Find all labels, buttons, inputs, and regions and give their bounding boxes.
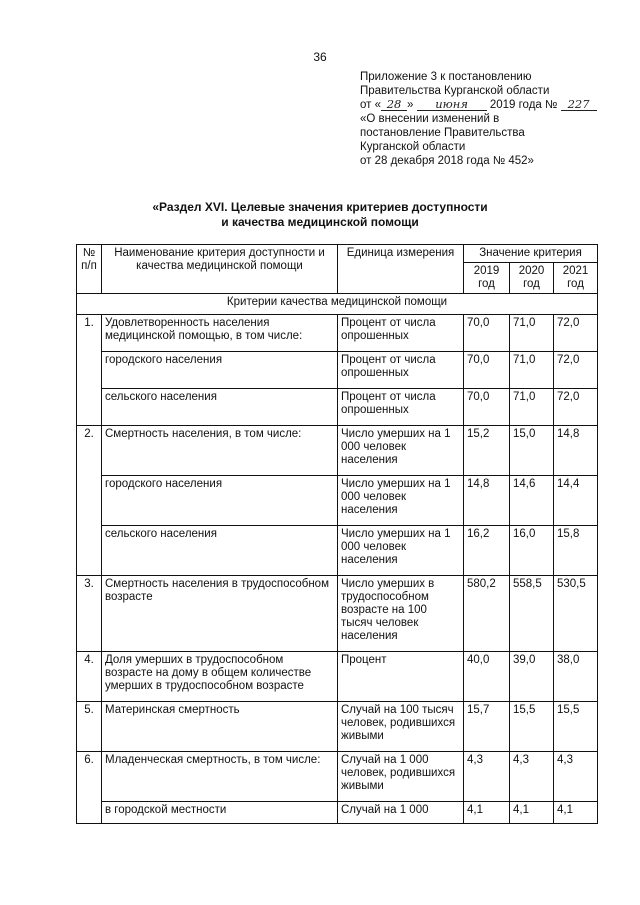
cell-value-2021: 4,3 <box>554 752 598 802</box>
cell-num: 1. <box>77 315 102 426</box>
table-row <box>77 426 598 476</box>
cell-value-2019: 70,0 <box>464 389 510 426</box>
cell-num: 5. <box>77 702 102 752</box>
cell-value-2021: 14,4 <box>554 476 598 526</box>
cell-value-2020: 4,1 <box>510 802 554 824</box>
header-unit: Единица измерения <box>338 245 464 294</box>
cell-value-2019: 70,0 <box>464 315 510 352</box>
cell-value-2020: 71,0 <box>510 389 554 426</box>
cell-value-2019: 16,2 <box>464 526 510 576</box>
title-line-2: и качества медицинской помощи <box>221 215 419 229</box>
cell-unit: Число умерших на 1 000 человек населения <box>338 526 464 576</box>
cell-value-2021: 72,0 <box>554 389 598 426</box>
cell-value-2019: 15,7 <box>464 702 510 752</box>
title-line-1: «Раздел XVI. Целевые значения критериев доступности <box>152 200 488 214</box>
cell-name: Младенческая смертность, в том числе: <box>102 752 338 802</box>
cell-name: Смертность населения, в том числе: <box>102 426 338 476</box>
cell-name: сельского населения <box>102 526 338 576</box>
table-row <box>77 526 598 576</box>
section-title <box>0 200 640 230</box>
date-mid: » <box>407 99 414 111</box>
cell-num: 4. <box>77 652 102 702</box>
cell-unit: Случай на 1 000 человек, родившихся живыми <box>338 752 464 802</box>
cell-value-2020: 15,5 <box>510 702 554 752</box>
cell-value-2020: 39,0 <box>510 652 554 702</box>
cell-name: сельского населения <box>102 389 338 426</box>
cell-value-2019: 4,1 <box>464 802 510 824</box>
cell-name: Материнская смертность <box>102 702 338 752</box>
cell-unit: Процент <box>338 652 464 702</box>
section-row-title: Критерии качества медицинской помощи <box>77 294 598 315</box>
cell-num: 3. <box>77 576 102 652</box>
handwritten-day: 28 <box>381 98 407 111</box>
appendix-line-4: «О внесении изменений в <box>360 113 500 125</box>
cell-unit: Случай на 1 000 <box>338 802 464 824</box>
cell-name: в городской местности <box>102 802 338 824</box>
cell-unit: Процент от числа опрошенных <box>338 352 464 389</box>
header-num: № п/п <box>77 245 102 294</box>
table-row <box>77 476 598 526</box>
cell-value-2020: 71,0 <box>510 352 554 389</box>
table-row <box>77 802 598 824</box>
cell-value-2020: 14,6 <box>510 476 554 526</box>
appendix-line-6: Курганской области <box>360 141 466 153</box>
cell-value-2021: 14,8 <box>554 426 598 476</box>
cell-unit: Процент от числа опрошенных <box>338 315 464 352</box>
cell-value-2021: 72,0 <box>554 352 598 389</box>
cell-name: Смертность населения в трудоспособном возрасте <box>102 576 338 652</box>
table-row <box>77 752 598 802</box>
cell-num: 2. <box>77 426 102 576</box>
table-row <box>77 576 598 652</box>
cell-name: городского населения <box>102 476 338 526</box>
cell-value-2019: 14,8 <box>464 476 510 526</box>
appendix-date-line <box>360 98 620 112</box>
year-text: 2019 года № <box>489 99 558 111</box>
cell-value-2019: 15,2 <box>464 426 510 476</box>
table-row <box>77 702 598 752</box>
cell-value-2021: 4,1 <box>554 802 598 824</box>
cell-num: 6. <box>77 752 102 824</box>
header-year-2020: 2020 год <box>510 263 554 294</box>
cell-unit: Число умерших на 1 000 человек населения <box>338 476 464 526</box>
cell-value-2020: 15,0 <box>510 426 554 476</box>
cell-value-2020: 558,5 <box>510 576 554 652</box>
cell-unit: Число умерших на 1 000 человек населения <box>338 426 464 476</box>
criteria-table <box>76 244 598 824</box>
cell-value-2021: 72,0 <box>554 315 598 352</box>
table-row <box>77 315 598 352</box>
cell-value-2021: 38,0 <box>554 652 598 702</box>
header-name: Наименование критерия доступности и качества медицинской помощи <box>102 245 338 294</box>
cell-unit: Процент от числа опрошенных <box>338 389 464 426</box>
handwritten-number: 227 <box>561 98 597 111</box>
cell-value-2019: 580,2 <box>464 576 510 652</box>
header-value: Значение критерия <box>464 245 598 263</box>
cell-value-2020: 4,3 <box>510 752 554 802</box>
header-year-2021: 2021 год <box>554 263 598 294</box>
appendix-block <box>360 70 620 168</box>
handwritten-month: июня <box>417 98 487 111</box>
cell-name: городского населения <box>102 352 338 389</box>
cell-value-2021: 15,8 <box>554 526 598 576</box>
cell-name: Удовлетворенность населения медицинской помощью, в том числе: <box>102 315 338 352</box>
cell-name: Доля умерших в трудоспособном возрасте на дому в общем количестве умерших в трудоспособном возрасте <box>102 652 338 702</box>
cell-value-2020: 71,0 <box>510 315 554 352</box>
cell-value-2021: 15,5 <box>554 702 598 752</box>
table-row <box>77 389 598 426</box>
cell-unit: Число умерших в трудоспособном возрасте на 100 тысяч человек населения <box>338 576 464 652</box>
appendix-line-7: от 28 декабря 2018 года № 452» <box>360 155 534 167</box>
page-number: 36 <box>313 50 327 64</box>
appendix-line-5: постановление Правительства <box>360 127 525 139</box>
cell-value-2019: 70,0 <box>464 352 510 389</box>
table-row <box>77 652 598 702</box>
table-row <box>77 352 598 389</box>
appendix-line-2: Правительства Курганской области <box>360 85 550 97</box>
cell-unit: Случай на 100 тысяч человек, родившихся живыми <box>338 702 464 752</box>
cell-value-2019: 4,3 <box>464 752 510 802</box>
date-prefix: от « <box>360 99 382 111</box>
appendix-line-1: Приложение 3 к постановлению <box>360 71 532 83</box>
cell-value-2019: 40,0 <box>464 652 510 702</box>
header-year-2019: 2019 год <box>464 263 510 294</box>
cell-value-2020: 16,0 <box>510 526 554 576</box>
cell-value-2021: 530,5 <box>554 576 598 652</box>
